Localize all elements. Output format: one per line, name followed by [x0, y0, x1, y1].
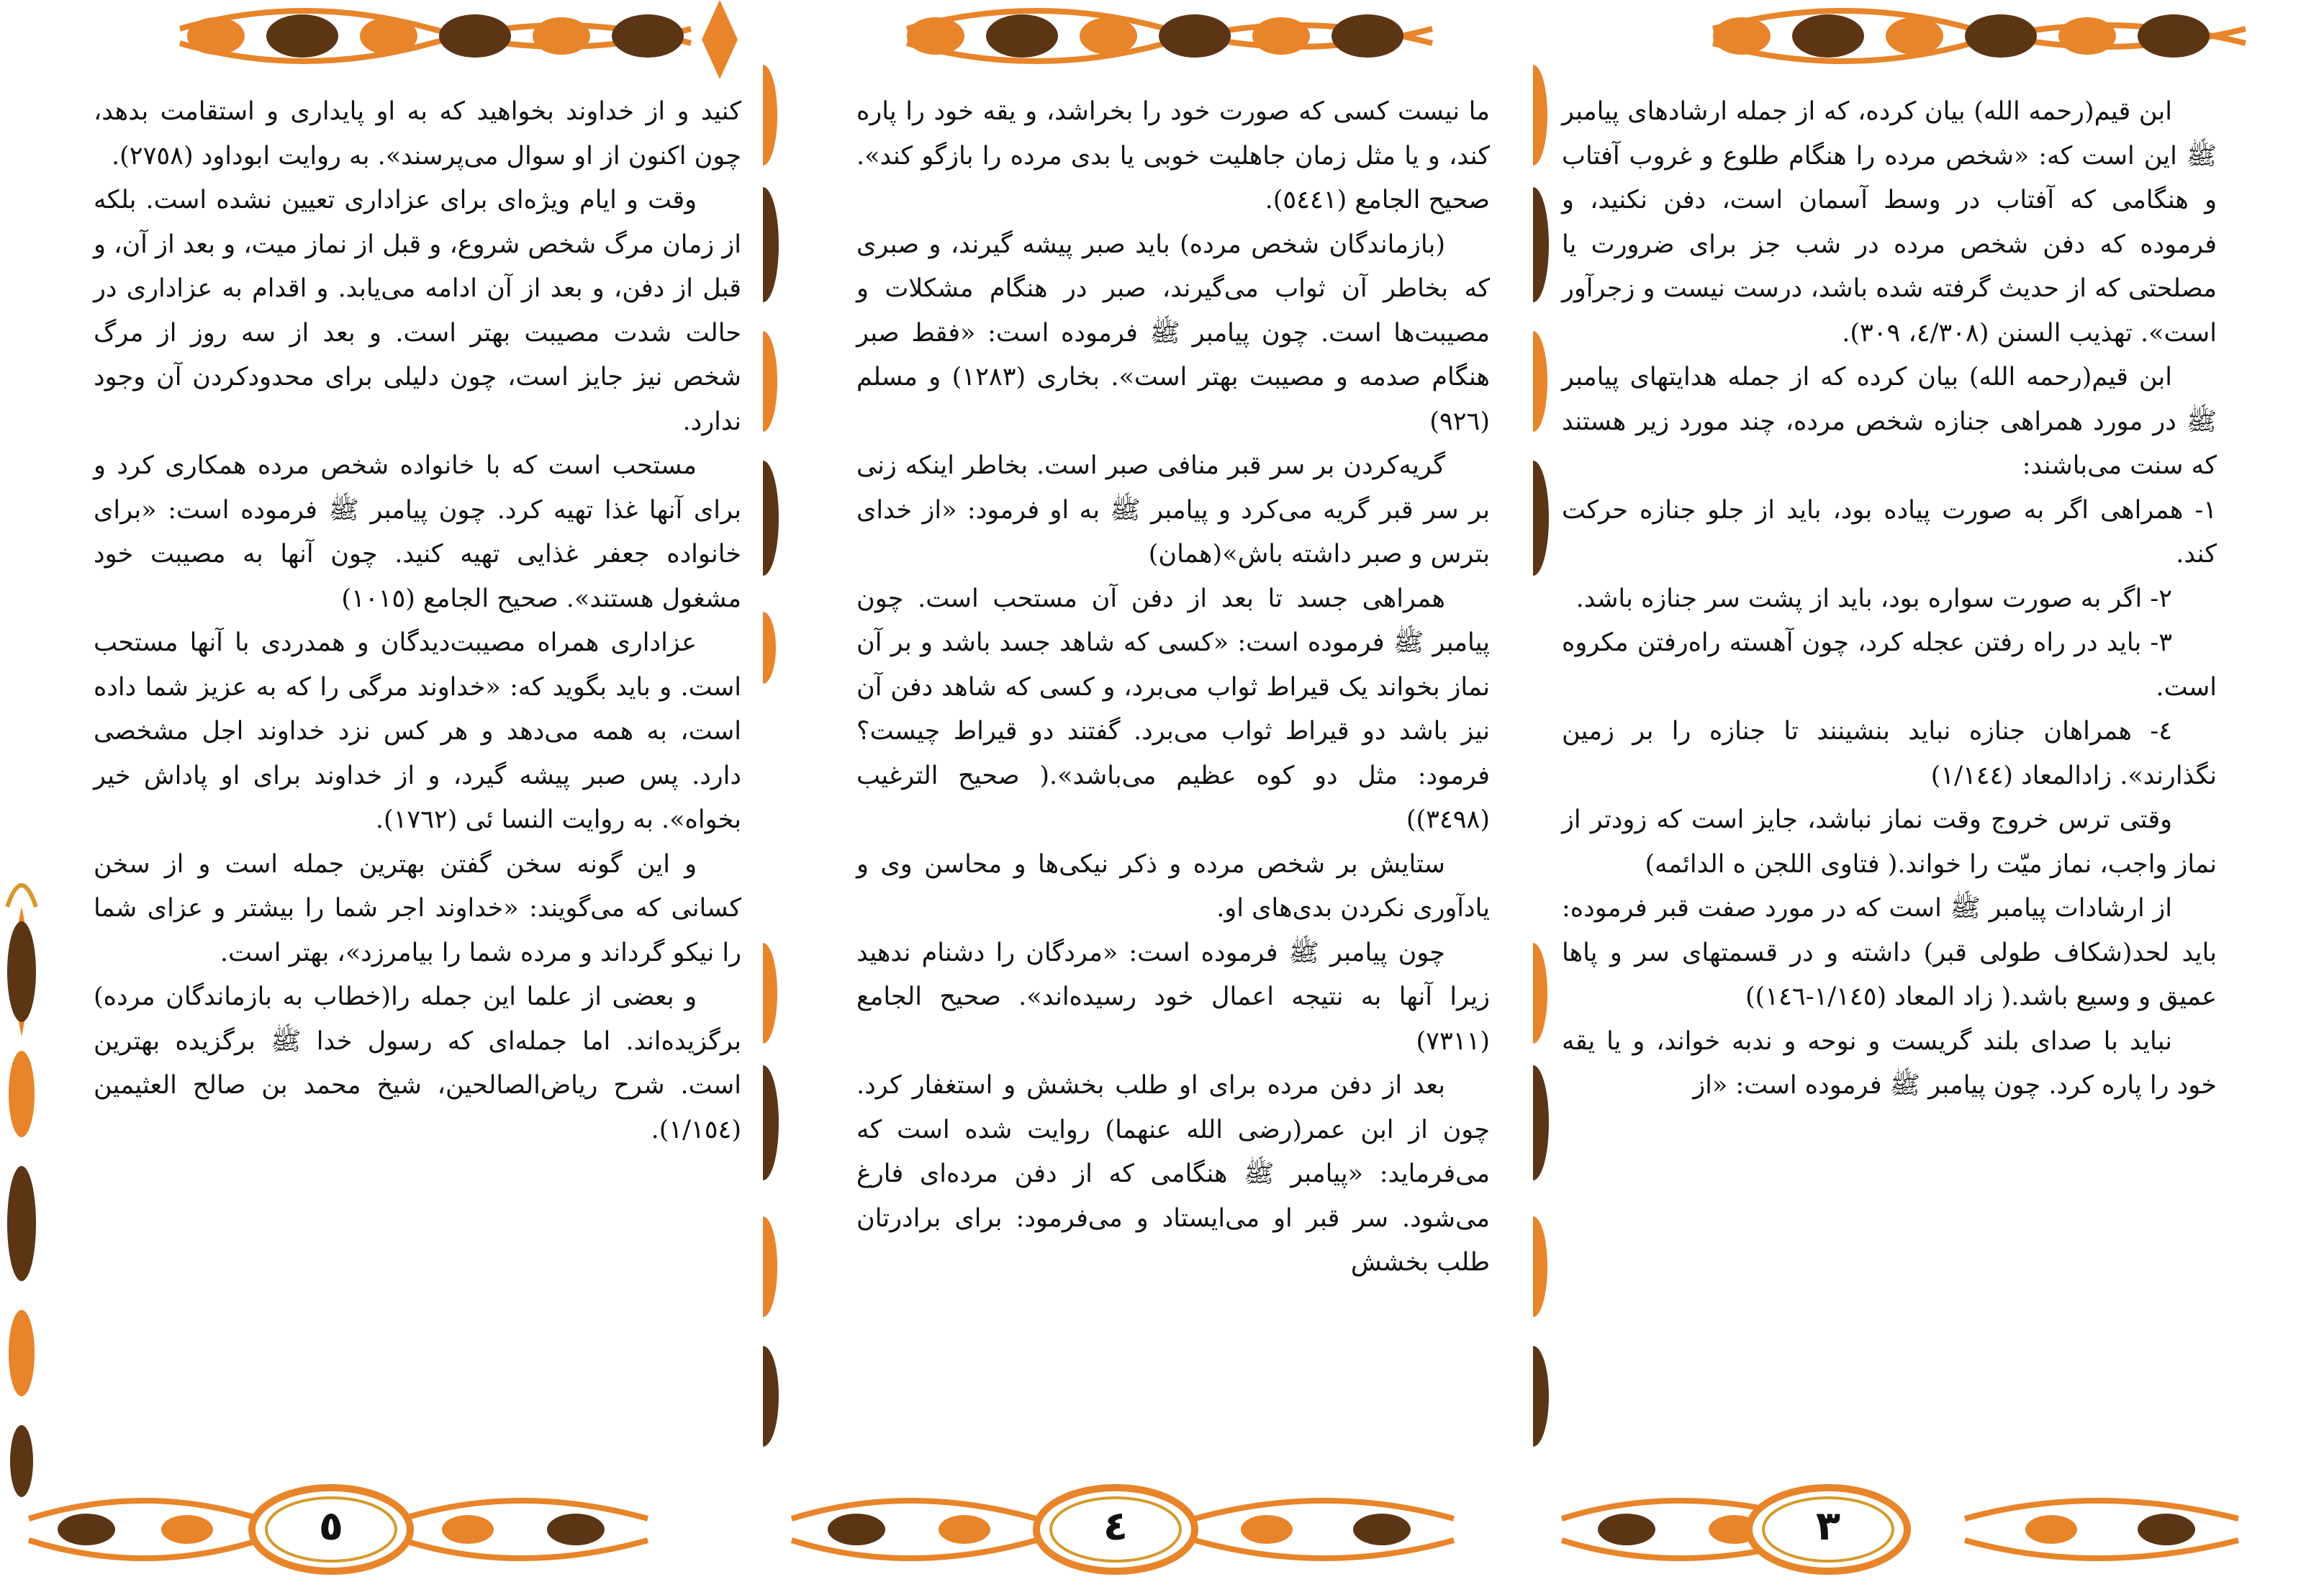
paragraph: کنید و از خداوند بخواهید که به او پایداری و استقامت بدهد، چون اکنون از او سوال می‌پرسند». به روایت ابوداود (٢٧٥٨). — [94, 97, 741, 171]
page-3 — [1533, 0, 2282, 1582]
paragraph: ٣- باید در راه رفتن عجله کرد، چون آهسته راه‌رفتن مکروه است. — [1562, 628, 2217, 702]
page-5 — [0, 0, 749, 1582]
page-body — [1562, 90, 2217, 1108]
page-4 — [763, 0, 1511, 1582]
page-body — [94, 90, 741, 1152]
paragraph: ٢- اگر به صورت سواره بود، باید از پشت سر جنازه باشد. — [1575, 584, 2172, 613]
paragraph: وقتی ترس خروج وقت نماز نباشد، جایز است که زودتر از نماز واجب، نماز میّت را خواند.( فتاوی اللجن ه الدائمه) — [1562, 805, 2217, 879]
paragraph: چون پیامبر ﷺ فرموده است: «مردگان را دشنام ندهید زیرا آنها به نتیجه اعمال خود رسیده‌اند». صحیح الجامع (٧٣١١) — [856, 938, 1490, 1056]
paragraph: ابن قیم(رحمه الله) بیان کرده که از جمله هدایتهای پیامبر ﷺ در مورد همراهی جنازه شخص مرده، چند مورد زیر هستند که سنت می‌باشند: — [1562, 363, 2217, 480]
paragraph: همراهی جسد تا بعد از دفن آن مستحب است. چون پیامبر ﷺ فرموده است: «کسی که شاهد جسد باشد و بر آن نماز بخواند یک قیراط ثواب می‌برد، و کسی که شاهد دفن آن نیز باشد دو قیراط ثواب می‌برد. گفتند دو قیراط چیست؟ فرمود: مثل دو کوه عظیم می‌باشد».( صحیح الترغیب (٣٤٩٨)) — [856, 584, 1490, 834]
page-number: ۳ — [1815, 1503, 1841, 1550]
paragraph: عزاداری همراه مصیبت‌دیدگان و همدردی با آنها مستحب است. و باید بگوید که: «خداوند مرگی را که به عزیز شما داده است، به همه می‌دهد و هر کس نزد خداوند اجل مشخصی دارد. پس صبر پیشه گیرد، و از خداوند برای او پاداش خیر بخواه». به روایت النسا ئی (١٧٦٢). — [94, 628, 741, 834]
paragraph: از ارشادات پیامبر ﷺ است که در مورد صفت قبر فرموده: باید لحد(شکاف طولی قبر) داشته و در قسمتهای سر و پاها عمیق و وسیع باشد.( زاد المعاد (١/١٤٥-١٤٦)) — [1562, 894, 2217, 1011]
paragraph: و بعضی از علما این جمله را(خطاب به بازماندگان مرده) برگزیده‌اند. اما جمله‌ای که رسول خدا ﷺ برگزیده بهترین است. شرح ریاض‌الصالحین، شیخ محمد بن صالح العثیمین (١/١٥٤). — [94, 982, 741, 1144]
paragraph: ما نیست کسی که صورت خود را بخراشد، و یقه خود را پاره کند، و یا مثل زمان جاهلیت خوبی یا بدی مرده را بازگو کند». صحیح الجامع (٥٤٤١). — [856, 97, 1490, 214]
paragraph: (بازماندگان شخص مرده) باید صبر پیشه گیرند، و صبری که بخاطر آن ثواب می‌گیرند، صبر در هنگام مشکلات و مصیبت‌ها است. چون پیامبر ﷺ فرموده است: «فقط صبر هنگام صدمه و مصیبت بهتر است». بخاری (١٢٨٣) و مسلم (٩٢٦) — [856, 230, 1490, 436]
paragraph: بعد از دفن مرده برای او طلب بخشش و استغفار کرد. چون از ابن عمر(رضی الله عنهما) روایت شده است که می‌فرماید: «پیامبر ﷺ هنگامی که از دفن مرده‌ای فارغ می‌شود. سر قبر او می‌ایستاد و می‌فرمود: برای برادرتان طلب بخشش — [856, 1071, 1490, 1277]
page-number: ٤ — [1103, 1503, 1129, 1550]
paragraph: نباید با صدای بلند گریست و نوحه و ندبه خواند، و یا یقه خود را پاره کرد. چون پیامبر ﷺ فرموده است: «از — [1562, 1026, 2217, 1100]
page-number: ٥ — [318, 1503, 344, 1550]
paragraph: گریه‌کردن بر سر قبر منافی صبر است. بخاطر اینکه زنی بر سر قبر گریه می‌کرد و پیامبر ﷺ به او فرمود: «از خدای بترس و صبر داشته باش»(همان) — [856, 451, 1490, 569]
page-body — [856, 90, 1490, 1285]
paragraph: ٤- همراهان جنازه نباید بنشینند تا جنازه را بر زمین نگذارند». زادالمعاد (١/١٤٤) — [1562, 717, 2217, 790]
paragraph: ابن قیم(رحمه الله) بیان کرده، که از جمله ارشادهای پیامبر ﷺ این است که: «شخص مرده را هنگام طلوع و غروب آفتاب و هنگامی که آفتاب در وسط آسمان است، دفن نکنید، و فرموده که دفن شخص مرده در شب جز برای ضرورت یا مصلحتی که از حدیث گرفته شده باشد، درست نیست و زجرآور است». تهذیب السنن (٤/٣٠٨، ٣٠٩). — [1562, 97, 2217, 348]
paragraph: و این گونه سخن گفتن بهترین جمله است و از سخن کسانی که می‌گویند: «خداوند اجر شما را بیشتر و عزای شما را نیکو گرداند و مرده شما را بیامرزد»، بهتر است. — [94, 849, 741, 967]
paragraph: مستحب است که با خانواده شخص مرده همکاری کرد و برای آنها غذا تهیه کرد. چون پیامبر ﷺ فرموده است: «برای خانواده جعفر غذایی تهیه کنید. چون آنها به مصیبت خود مشغول هستند». صحیح الجامع (١٠١٥) — [94, 451, 741, 613]
paragraph: ستایش بر شخص مرده و ذکر نیکی‌ها و محاسن وی و یادآوری نکردن بدی‌های او. — [856, 849, 1490, 923]
paragraph: وقت و ایام ویژه‌ای برای عزاداری تعیین نشده است. بلکه از زمان مرگ شخص شروع، و قبل از نماز میت، و بعد از آن، و قبل از دفن، و بعد از آن ادامه می‌یابد. و اقدام به عزاداری در حالت شدت مصیبت بهتر است. و بعد از سه روز از مرگ شخص نیز جایز است، چون دلیلی برای محدودکردن آن وجود ندارد. — [94, 186, 741, 436]
paragraph: ١- همراهی اگر به صورت پیاده بود، باید از جلو جنازه حرکت کند. — [1562, 495, 2217, 569]
